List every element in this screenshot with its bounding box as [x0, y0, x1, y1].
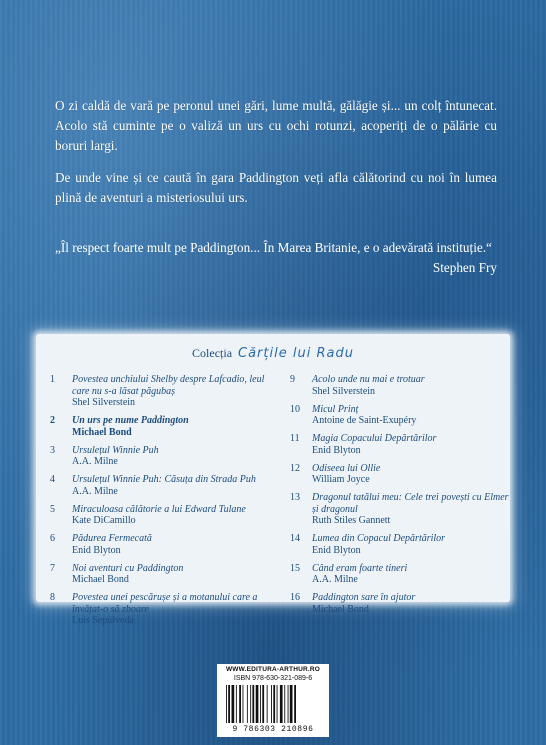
- collection-column-left: [50, 374, 270, 633]
- book-item: [50, 415, 270, 438]
- book-number: 4: [50, 474, 55, 485]
- book-title: Lumea din Copacul Depărtărilor: [312, 533, 446, 544]
- book-title: Povestea unchiului Shelby despre Lafcadio, leul care nu s-a lăsat păgubaș: [72, 374, 265, 397]
- collection-panel: [36, 334, 510, 626]
- barcode-bar: [288, 685, 289, 723]
- barcode-bar: [252, 685, 254, 723]
- book-author: Michael Bond: [72, 426, 132, 438]
- book-author: A.A. Milne: [312, 574, 358, 585]
- book-author: A.A. Milne: [72, 456, 118, 467]
- book-title: Ursulețul Winnie Puh: [72, 444, 159, 456]
- book-item: [50, 474, 270, 497]
- book-number: 10: [290, 403, 300, 415]
- barcode-bar: [239, 685, 241, 723]
- barcode-bar: [280, 685, 283, 723]
- quote-author: Stephen Fry: [432, 260, 497, 275]
- barcode-bar: [294, 685, 296, 723]
- book-number: 14: [290, 533, 300, 544]
- book-item: [50, 563, 270, 586]
- book-title: Micul Prinț: [312, 403, 359, 415]
- barcode-bar: [273, 685, 275, 723]
- barcode-bar: [260, 685, 261, 723]
- quote-text: „Îl respect foarte mult pe Paddington... În Marea Britanie, e o adevărată instituție.“: [55, 240, 492, 255]
- barcode-bar: [284, 685, 285, 723]
- book-author: A.A. Milne: [72, 485, 118, 497]
- book-title: Acolo unde nu mai e trotuar: [312, 374, 425, 385]
- book-number: 16: [290, 592, 300, 603]
- collection-label: Colecția: [192, 346, 233, 360]
- book-item: [50, 592, 270, 627]
- book-author: Enid Blyton: [312, 544, 361, 556]
- barcode-digits: 9 786303 210896: [232, 725, 314, 734]
- book-number: 9: [290, 374, 295, 385]
- book-author: Enid Blyton: [312, 444, 361, 456]
- book-title: Ursulețul Winnie Puh: Căsuța din Strada Puh: [72, 474, 256, 485]
- book-author: Michael Bond: [72, 574, 129, 585]
- book-title: Noi aventuri cu Paddington: [72, 562, 184, 574]
- book-item: [290, 374, 510, 397]
- book-number: 12: [290, 462, 300, 474]
- book-item: [50, 504, 270, 527]
- book-number: 15: [290, 562, 300, 574]
- book-number: 2: [50, 415, 55, 426]
- barcode-bar: [243, 685, 244, 723]
- book-title: Dragonul tatălui meu: Cele trei povești cu Elmer și dragonul: [312, 492, 509, 515]
- book-author: Shel Silverstein: [312, 385, 376, 397]
- book-number: 7: [50, 562, 55, 574]
- book-title: Povestea unei pescărușe și a motanului care a învățat-o să zboare: [72, 592, 258, 615]
- book-item: [290, 404, 510, 427]
- book-item: [290, 533, 510, 556]
- book-author: Enid Blyton: [72, 544, 121, 556]
- book-number: 13: [290, 492, 300, 503]
- book-title: Când eram foarte tineri: [312, 562, 408, 574]
- barcode-bar: [267, 685, 268, 723]
- barcode-bar: [290, 685, 293, 723]
- book-title: Un urs pe nume Paddington: [72, 415, 189, 426]
- blurb-paragraph-2: De unde vine și ce caută în gara Paddington veți afla călătorind cu noi în lumea plină de aventuri a misteriosului urs.: [55, 170, 497, 205]
- book-number: 1: [50, 374, 55, 385]
- book-number: 11: [290, 433, 300, 444]
- blurb-paragraph-1: O zi caldă de vară pe peronul unei gări, lume multă, gălăgie și... un colț întunecat. Acolo stă cuminte pe o valiză un urs cu ochi rotunzi, acoperiți de o pălărie cu boruri largi.: [55, 98, 497, 153]
- book-title: Magia Copacului Depărtărilor: [312, 433, 437, 444]
- book-title: Miraculoasa călătorie a lui Edward Tulane: [72, 503, 246, 515]
- book-item: [50, 445, 270, 468]
- barcode-bar: [250, 685, 251, 723]
- book-item: [290, 563, 510, 586]
- book-author: Kate DiCamillo: [72, 515, 136, 526]
- book-number: 5: [50, 503, 55, 515]
- book-author: Antoine de Saint-Exupéry: [312, 415, 417, 426]
- book-number: 3: [50, 444, 55, 456]
- book-title: Odiseea lui Ollie: [312, 462, 381, 474]
- barcode-bar: [236, 685, 237, 723]
- barcode-bar: [277, 685, 278, 723]
- book-title: Pădurea Fermecată: [72, 533, 152, 544]
- book-author: William Joyce: [312, 474, 370, 485]
- barcode-bar: [228, 685, 230, 723]
- barcode-bar: [271, 685, 272, 723]
- book-item: [50, 533, 270, 556]
- book-item: [290, 463, 510, 486]
- book-author: Ruth Stiles Gannett: [312, 515, 391, 526]
- book-item: [290, 433, 510, 456]
- book-number: 8: [50, 592, 55, 603]
- publisher-website: WWW.EDITURA-ARTHUR.RO: [225, 666, 321, 673]
- barcode-box: [217, 664, 329, 737]
- book-item: [290, 492, 510, 527]
- book-number: 6: [50, 533, 55, 544]
- barcode-bar: [247, 685, 248, 723]
- barcode-bar: [256, 685, 259, 723]
- book-item: [50, 374, 270, 409]
- barcode-image: [225, 685, 323, 723]
- book-author: Shel Silverstein: [72, 397, 136, 408]
- barcode-bar: [226, 685, 227, 723]
- isbn-label: ISBN 978-630-321-089-6: [233, 675, 313, 682]
- quote-block: [55, 238, 497, 278]
- collection-title: [36, 346, 510, 361]
- book-author: Luis Sepúlveda: [72, 615, 134, 626]
- collection-brand: Cărțile lui Radu: [238, 346, 354, 361]
- book-item: [290, 592, 510, 615]
- book-title: Paddington sare în ajutor: [312, 592, 416, 603]
- barcode-bar: [232, 685, 235, 723]
- book-author: Michael Bond: [312, 603, 369, 615]
- collection-column-right: [290, 374, 510, 622]
- barcode-bar: [262, 685, 264, 723]
